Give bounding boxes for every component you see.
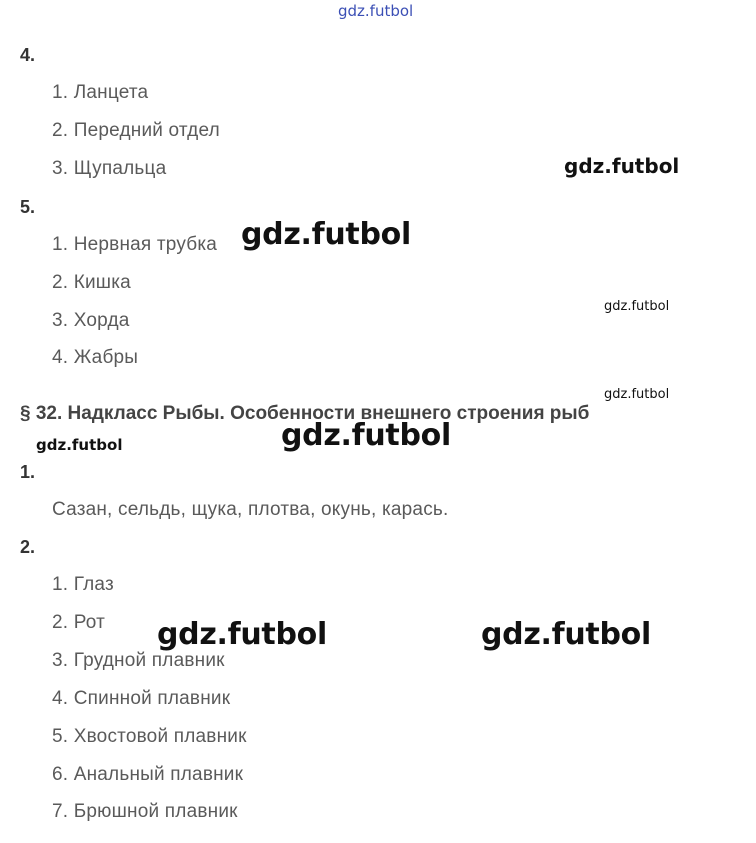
s2-item-1: 1. Глаз bbox=[52, 574, 114, 595]
watermark-big-2: gdz.futbol bbox=[281, 418, 451, 453]
s2-item-4: 4. Спинной плавник bbox=[52, 688, 231, 709]
q5-item-1: 1. Нервная трубка bbox=[52, 234, 218, 255]
question-4-number: 4. bbox=[20, 45, 36, 65]
q5-item-4: 4. Жабры bbox=[52, 347, 139, 368]
watermark-big-1: gdz.futbol bbox=[241, 217, 411, 252]
watermark-big-3: gdz.futbol bbox=[157, 617, 327, 652]
watermark-right-mid: gdz.futbol bbox=[564, 154, 680, 178]
watermark-top: gdz.futbol bbox=[338, 2, 414, 20]
s2-item-5: 5. Хвостовой плавник bbox=[52, 726, 247, 747]
q5-item-2: 2. Кишка bbox=[52, 272, 131, 293]
q5-item-3: 3. Хорда bbox=[52, 310, 130, 331]
section-title: § 32. Надкласс Рыбы. Особенности внешнего строения рыб bbox=[20, 403, 590, 424]
question-5-number: 5. bbox=[20, 197, 36, 217]
section-question-1-number: 1. bbox=[20, 462, 36, 482]
section-question-2-number: 2. bbox=[20, 537, 36, 557]
s2-item-3: 3. Грудной плавник bbox=[52, 650, 225, 671]
q4-item-1: 1. Ланцета bbox=[52, 82, 149, 103]
s2-item-7: 7. Брюшной плавник bbox=[52, 801, 238, 822]
s2-item-6: 6. Анальный плавник bbox=[52, 764, 244, 785]
q4-item-3: 3. Щупальца bbox=[52, 158, 167, 179]
watermark-small-2: gdz.futbol bbox=[604, 387, 670, 402]
watermark-big-4: gdz.futbol bbox=[481, 617, 651, 652]
s1-answer: Сазан, сельдь, щука, плотва, окунь, карась. bbox=[52, 499, 449, 520]
q4-item-2: 2. Передний отдел bbox=[52, 120, 220, 141]
watermark-small-left: gdz.futbol bbox=[36, 436, 123, 454]
watermark-small-1: gdz.futbol bbox=[604, 299, 670, 314]
s2-item-2: 2. Рот bbox=[52, 612, 106, 633]
